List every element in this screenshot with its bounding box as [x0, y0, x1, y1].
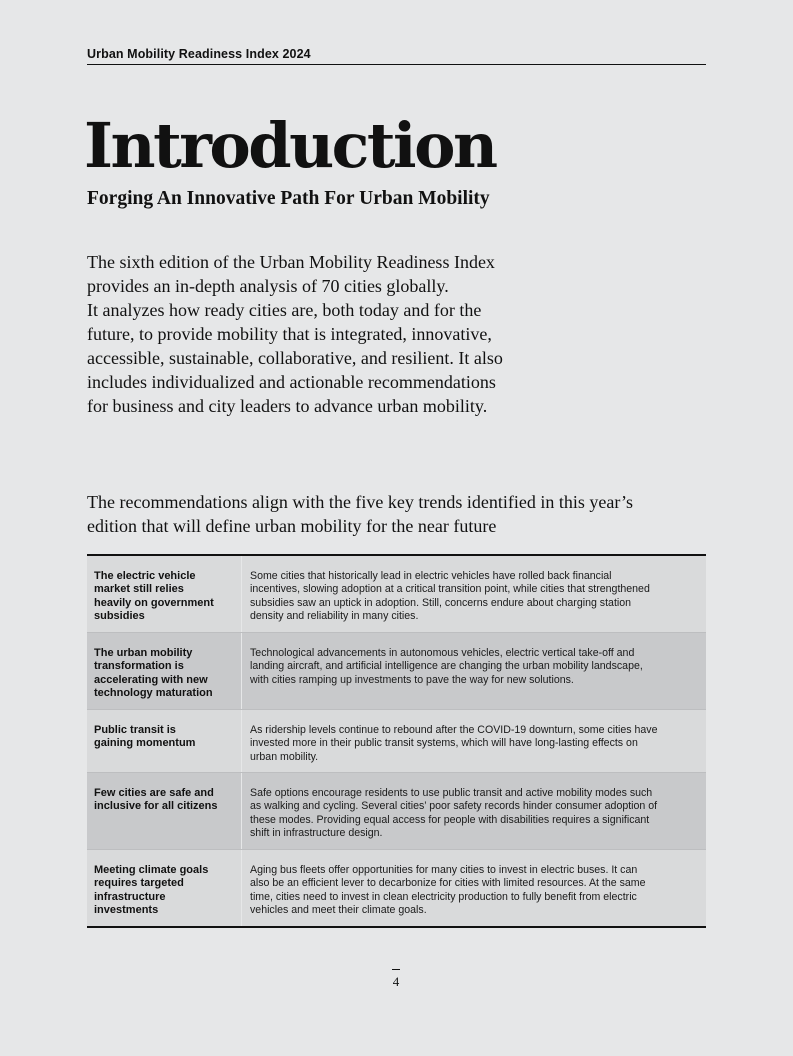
trend-desc-line: Aging bus fleets offer opportunities for many cities to invest in electric buses. It can: [250, 864, 638, 876]
trend-desc-line: incentives, slowing adoption at a critical transition point, while cities that strengthened: [250, 583, 650, 596]
trend-title-line: Few cities are safe and: [94, 787, 214, 799]
intro-line: for business and city leaders to advance urban mobility.: [87, 396, 488, 416]
trend-desc-line: density and reliability in many cities.: [250, 610, 419, 623]
trend-row: [87, 633, 706, 710]
trend-title-line: investments: [94, 904, 159, 917]
running-header: [87, 46, 706, 65]
intro-line: accessible, sustainable, collaborative, and resilient. It also: [87, 348, 503, 368]
trend-title-line: gaining momentum: [94, 737, 196, 750]
trend-desc-line: subsidies saw an uptick in adoption. Still, concerns endure about charging station: [250, 596, 632, 609]
trend-title-line: infrastructure: [94, 890, 166, 903]
trend-title: [87, 633, 242, 709]
page-title: Introduction: [84, 109, 496, 182]
trend-title-line: inclusive for all citizens: [94, 800, 218, 813]
trends-lead-paragraph: [87, 490, 706, 538]
trend-title-line: subsidies: [94, 610, 145, 623]
intro-line: It analyzes how ready cities are, both today and for the: [87, 300, 482, 320]
trend-description: [242, 556, 706, 632]
page-number-value: 4: [392, 974, 400, 989]
trends-table: [87, 554, 706, 928]
page-number: [376, 963, 416, 990]
intro-paragraph: [87, 250, 557, 418]
trend-desc-line: these modes. Providing equal access for people with disabilities requires a significant: [250, 813, 650, 826]
trend-title-line: transformation is: [94, 660, 184, 673]
trend-title-line: The urban mobility: [94, 647, 193, 659]
trend-desc-line: vehicles and meet their climate goals.: [250, 904, 427, 917]
trend-description: [242, 773, 706, 849]
trend-desc-line: as walking and cycling. Several cities’ poor safety records hinder consumer adoption of: [250, 800, 658, 813]
trend-title-line: requires targeted: [94, 877, 184, 890]
trend-row: [87, 556, 706, 633]
trend-title-line: Meeting climate goals: [94, 864, 209, 876]
trend-title-line: market still relies: [94, 583, 184, 596]
lead-line: edition that will define urban mobility for the near future: [87, 516, 497, 536]
trend-description: [242, 633, 706, 709]
intro-line: provides an in-depth analysis of 70 cities globally.: [87, 276, 449, 296]
trend-title: [87, 556, 242, 632]
trend-desc-line: Technological advancements in autonomous vehicles, electric vertical take-off and: [250, 647, 635, 659]
trend-title: [87, 710, 242, 772]
page-number-dash: [392, 969, 400, 970]
trend-desc-line: Some cities that historically lead in electric vehicles have rolled back financial: [250, 570, 612, 582]
trend-row: [87, 773, 706, 850]
page-subtitle: Forging An Innovative Path For Urban Mobility: [87, 188, 490, 209]
running-header-title: Urban Mobility Readiness Index 2024: [87, 47, 311, 61]
trend-desc-line: invested more in their public transit systems, which will have long-lasting effects on: [250, 737, 638, 750]
trend-desc-line: Safe options encourage residents to use public transit and active mobility modes such: [250, 787, 653, 799]
trend-row: [87, 850, 706, 926]
intro-line: future, to provide mobility that is integrated, innovative,: [87, 324, 492, 344]
trend-desc-line: landing aircraft, and artificial intelligence are changing the urban mobility landscape,: [250, 660, 643, 673]
intro-line: includes individualized and actionable recommendations: [87, 372, 496, 392]
trend-desc-line: with cities ramping up investments to pave the way for new solutions.: [250, 673, 574, 686]
trend-title: [87, 773, 242, 849]
trend-description: [242, 710, 706, 772]
trend-title-line: The electric vehicle: [94, 570, 196, 582]
trend-title: [87, 850, 242, 926]
lead-line: The recommendations align with the five key trends identified in this year’s: [87, 492, 634, 512]
trend-desc-line: As ridership levels continue to rebound after the COVID-19 downturn, some cities have: [250, 724, 658, 736]
intro-line: The sixth edition of the Urban Mobility Readiness Index: [87, 252, 495, 272]
trend-title-line: accelerating with new: [94, 673, 208, 686]
trend-description: [242, 850, 706, 926]
trend-title-line: heavily on government: [94, 596, 214, 609]
trend-desc-line: also be an efficient lever to decarbonize for cities with limited resources. At the same: [250, 877, 646, 890]
trend-desc-line: time, cities need to invest in clean electricity production to fully benefit from electric: [250, 890, 637, 903]
trend-row: [87, 710, 706, 773]
trend-desc-line: shift in infrastructure design.: [250, 827, 383, 840]
trend-title-line: Public transit is: [94, 724, 176, 736]
trend-title-line: technology maturation: [94, 687, 213, 700]
trend-desc-line: urban mobility.: [250, 750, 319, 763]
